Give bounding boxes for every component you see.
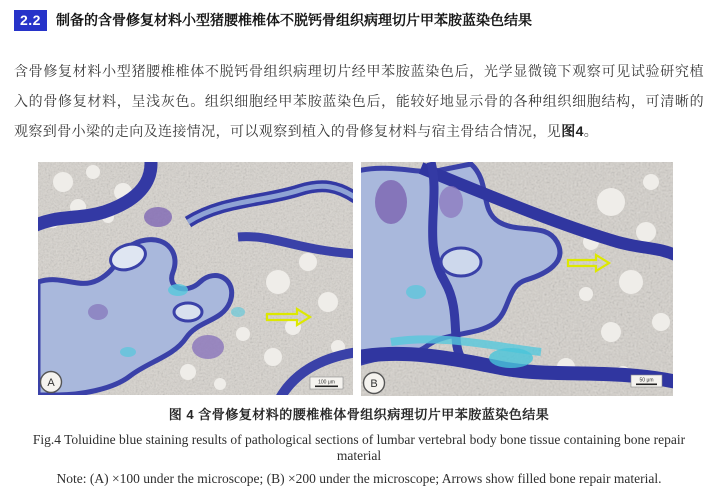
figure-caption-en: Fig.4 Toluidine blue staining results of pathological sections of lumbar vertebral body bone tissue containing bone repair material xyxy=(32,432,686,463)
scale-bar xyxy=(310,377,343,389)
panel-label: A xyxy=(47,377,55,389)
body-text: 含骨修复材料小型猪腰椎椎体不脱钙骨组织病理切片经甲苯胺蓝染色后，光学显微镜下观察可见试验研究植入的骨修复材料，呈浅灰色。组织细胞经甲苯胺蓝染色后，能较好地显示骨的各种组织细胞结构，可清晰的观察到骨小梁的走向及连接情况，可以观察到植入的骨修复材料与宿主骨结合情况，见 xyxy=(14,63,704,139)
section-title: 制备的含骨修复材料小型猪腰椎椎体不脱钙骨组织病理切片甲苯胺蓝染色结果 xyxy=(55,12,532,28)
figure-caption-cn: 图 4 含骨修复材料的腰椎椎体骨组织病理切片甲苯胺蓝染色结果 xyxy=(168,407,550,422)
micrograph-panel-a xyxy=(38,162,353,395)
panel-label-badge xyxy=(364,373,385,394)
body-paragraph xyxy=(14,56,704,146)
figure-panels xyxy=(38,162,704,396)
panel-label-badge xyxy=(41,372,62,393)
body-text-period: 。 xyxy=(583,123,599,139)
section-heading xyxy=(14,10,704,30)
scale-bar-text: 100 μm xyxy=(318,379,335,386)
scale-bar xyxy=(631,375,662,387)
section-number-badge: 2.2 xyxy=(14,10,47,31)
figure-reference: 图4 xyxy=(561,123,584,139)
panel-label: B xyxy=(370,378,378,390)
figure-note: Note: (A) ×100 under the microscope; (B) ×200 under the microscope; Arrows show filled bone repair material. xyxy=(56,471,662,486)
scale-bar-text: 50 μm xyxy=(639,377,654,384)
micrograph-panel-b xyxy=(361,162,673,396)
